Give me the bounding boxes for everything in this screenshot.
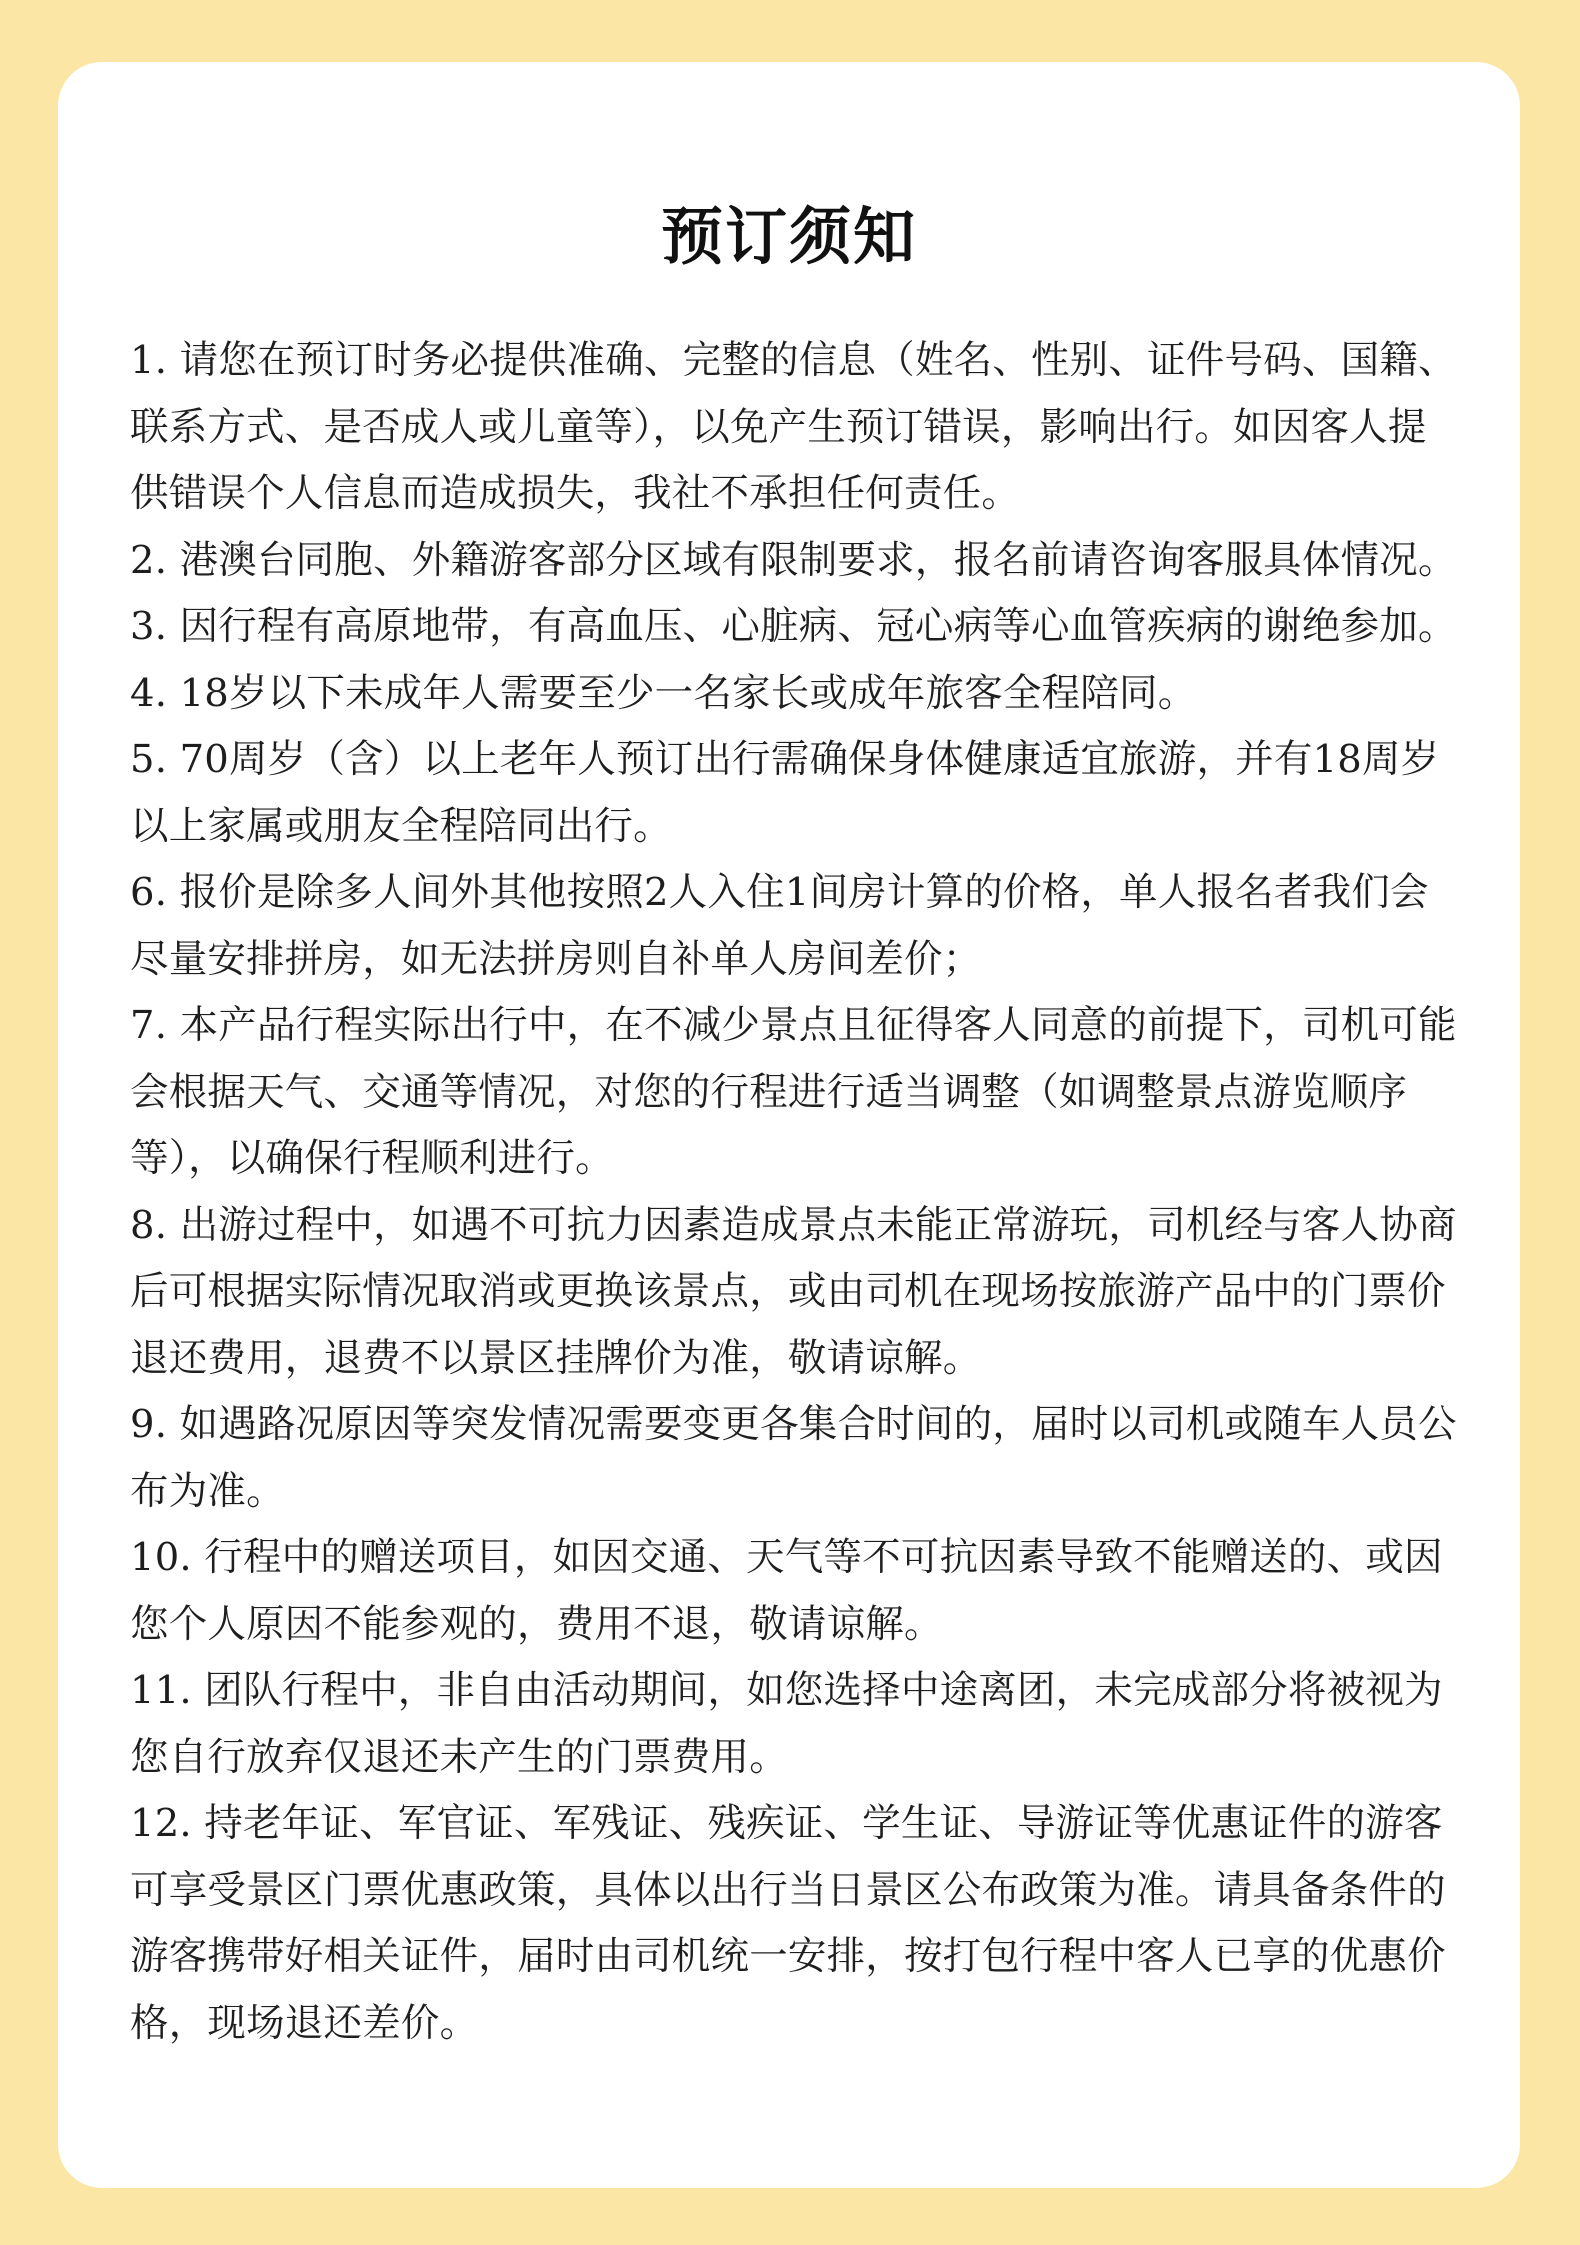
notice-item-11: 11. 团队行程中，非自由活动期间，如您选择中途离团，未完成部分将被视为您自行放弃仅退还未产生的门票费用。 <box>130 1668 1443 1780</box>
notice-item-3: 3. 因行程有高原地带，有高血压、心脏病、冠心病等心血管疾病的谢绝参加。 <box>130 604 1457 649</box>
notice-item-2: 2. 港澳台同胞、外籍游客部分区域有限制要求，报名前请咨询客服具体情况。 <box>130 537 1457 583</box>
notice-item-12: 12. 持老年证、军官证、军残证、残疾证、学生证、导游证等优惠证件的游客可享受景区门票优惠政策，具体以出行当日景区公布政策为准。请具备条件的游客携带好相关证件，届时由司机统一安排，按打包行程中客人已享的优惠价格，现场退还差价。 <box>130 1801 1446 2046</box>
notice-item-10: 10. 行程中的赠送项目，如因交通、天气等不可抗因素导致不能赠送的、或因您个人原因不能参观的，费用不退，敬请谅解。 <box>130 1535 1443 1647</box>
notice-item-9: 9. 如遇路况原因等突发情况需要变更各集合时间的，届时以司机或随车人员公布为准。 <box>130 1402 1457 1514</box>
notice-item-6: 6. 报价是除多人间外其他按照2人入住1间房计算的价格，单人报名者我们会尽量安排拼房，如无法拼房则自补单人房间差价； <box>130 870 1429 982</box>
notice-item-7: 7. 本产品行程实际出行中，在不减少景点且征得客人同意的前提下，司机可能会根据天气、交通等情况，对您的行程进行适当调整（如调整景点游览顺序等），以确保行程顺利进行。 <box>130 1003 1457 1181</box>
notice-item-4: 4. 18岁以下未成年人需要至少一名家长或成年旅客全程陪同。 <box>130 670 1197 716</box>
notice-list <box>130 328 1460 2057</box>
notice-item-5: 5. 70周岁（含）以上老年人预订出行需确保身体健康适宜旅游，并有18周岁以上家属或朋友全程陪同出行。 <box>130 737 1440 849</box>
notice-item-8: 8. 出游过程中，如遇不可抗力因素造成景点未能正常游玩，司机经与客人协商后可根据实际情况取消或更换该景点，或由司机在现场按旅游产品中的门票价退还费用，退费不以景区挂牌价为准，敬请谅解。 <box>130 1202 1457 1381</box>
page-title: 预订须知 <box>660 200 917 273</box>
notice-card <box>58 62 1520 2188</box>
notice-item-1: 1. 请您在预订时务必提供准确、完整的信息（姓名、性别、证件号码、国籍、联系方式、是否成人或儿童等），以免产生预订错误，影响出行。如因客人提供错误个人信息而造成损失，我社不承担任何责任。 <box>130 338 1457 516</box>
